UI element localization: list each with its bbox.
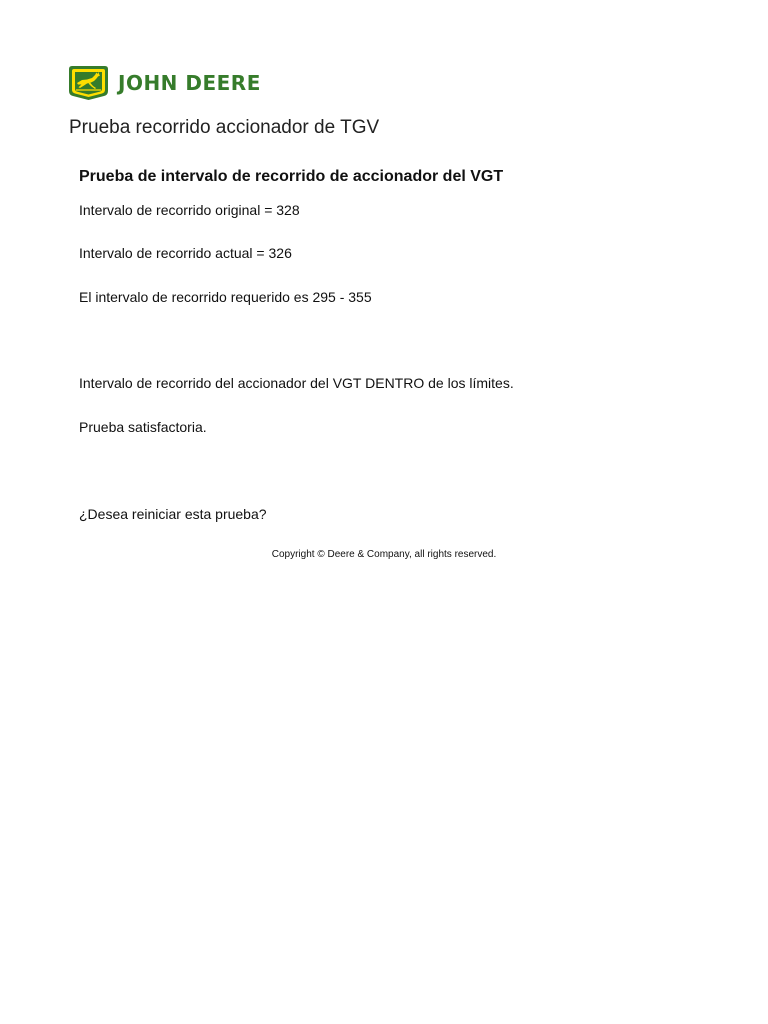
original-range-text: Intervalo de recorrido original = 328	[79, 202, 300, 218]
brand-logo	[68, 64, 261, 101]
current-range-text: Intervalo de recorrido actual = 326	[79, 245, 292, 261]
restart-prompt: ¿Desea reiniciar esta prueba?	[79, 506, 267, 522]
copyright-notice: Copyright © Deere & Company, all rights reserved.	[271, 549, 497, 560]
brand-name: JOHN DEERE	[118, 70, 261, 95]
required-range-text: El intervalo de recorrido requerido es 295 - 355	[79, 289, 372, 305]
deer-logo-icon	[68, 64, 109, 101]
page-title: Prueba recorrido accionador de TGV	[69, 117, 380, 138]
result-text: Intervalo de recorrido del accionador del VGT DENTRO de los límites.	[79, 375, 514, 391]
status-text: Prueba satisfactoria.	[79, 419, 207, 435]
section-heading: Prueba de intervalo de recorrido de accionador del VGT	[79, 168, 504, 185]
